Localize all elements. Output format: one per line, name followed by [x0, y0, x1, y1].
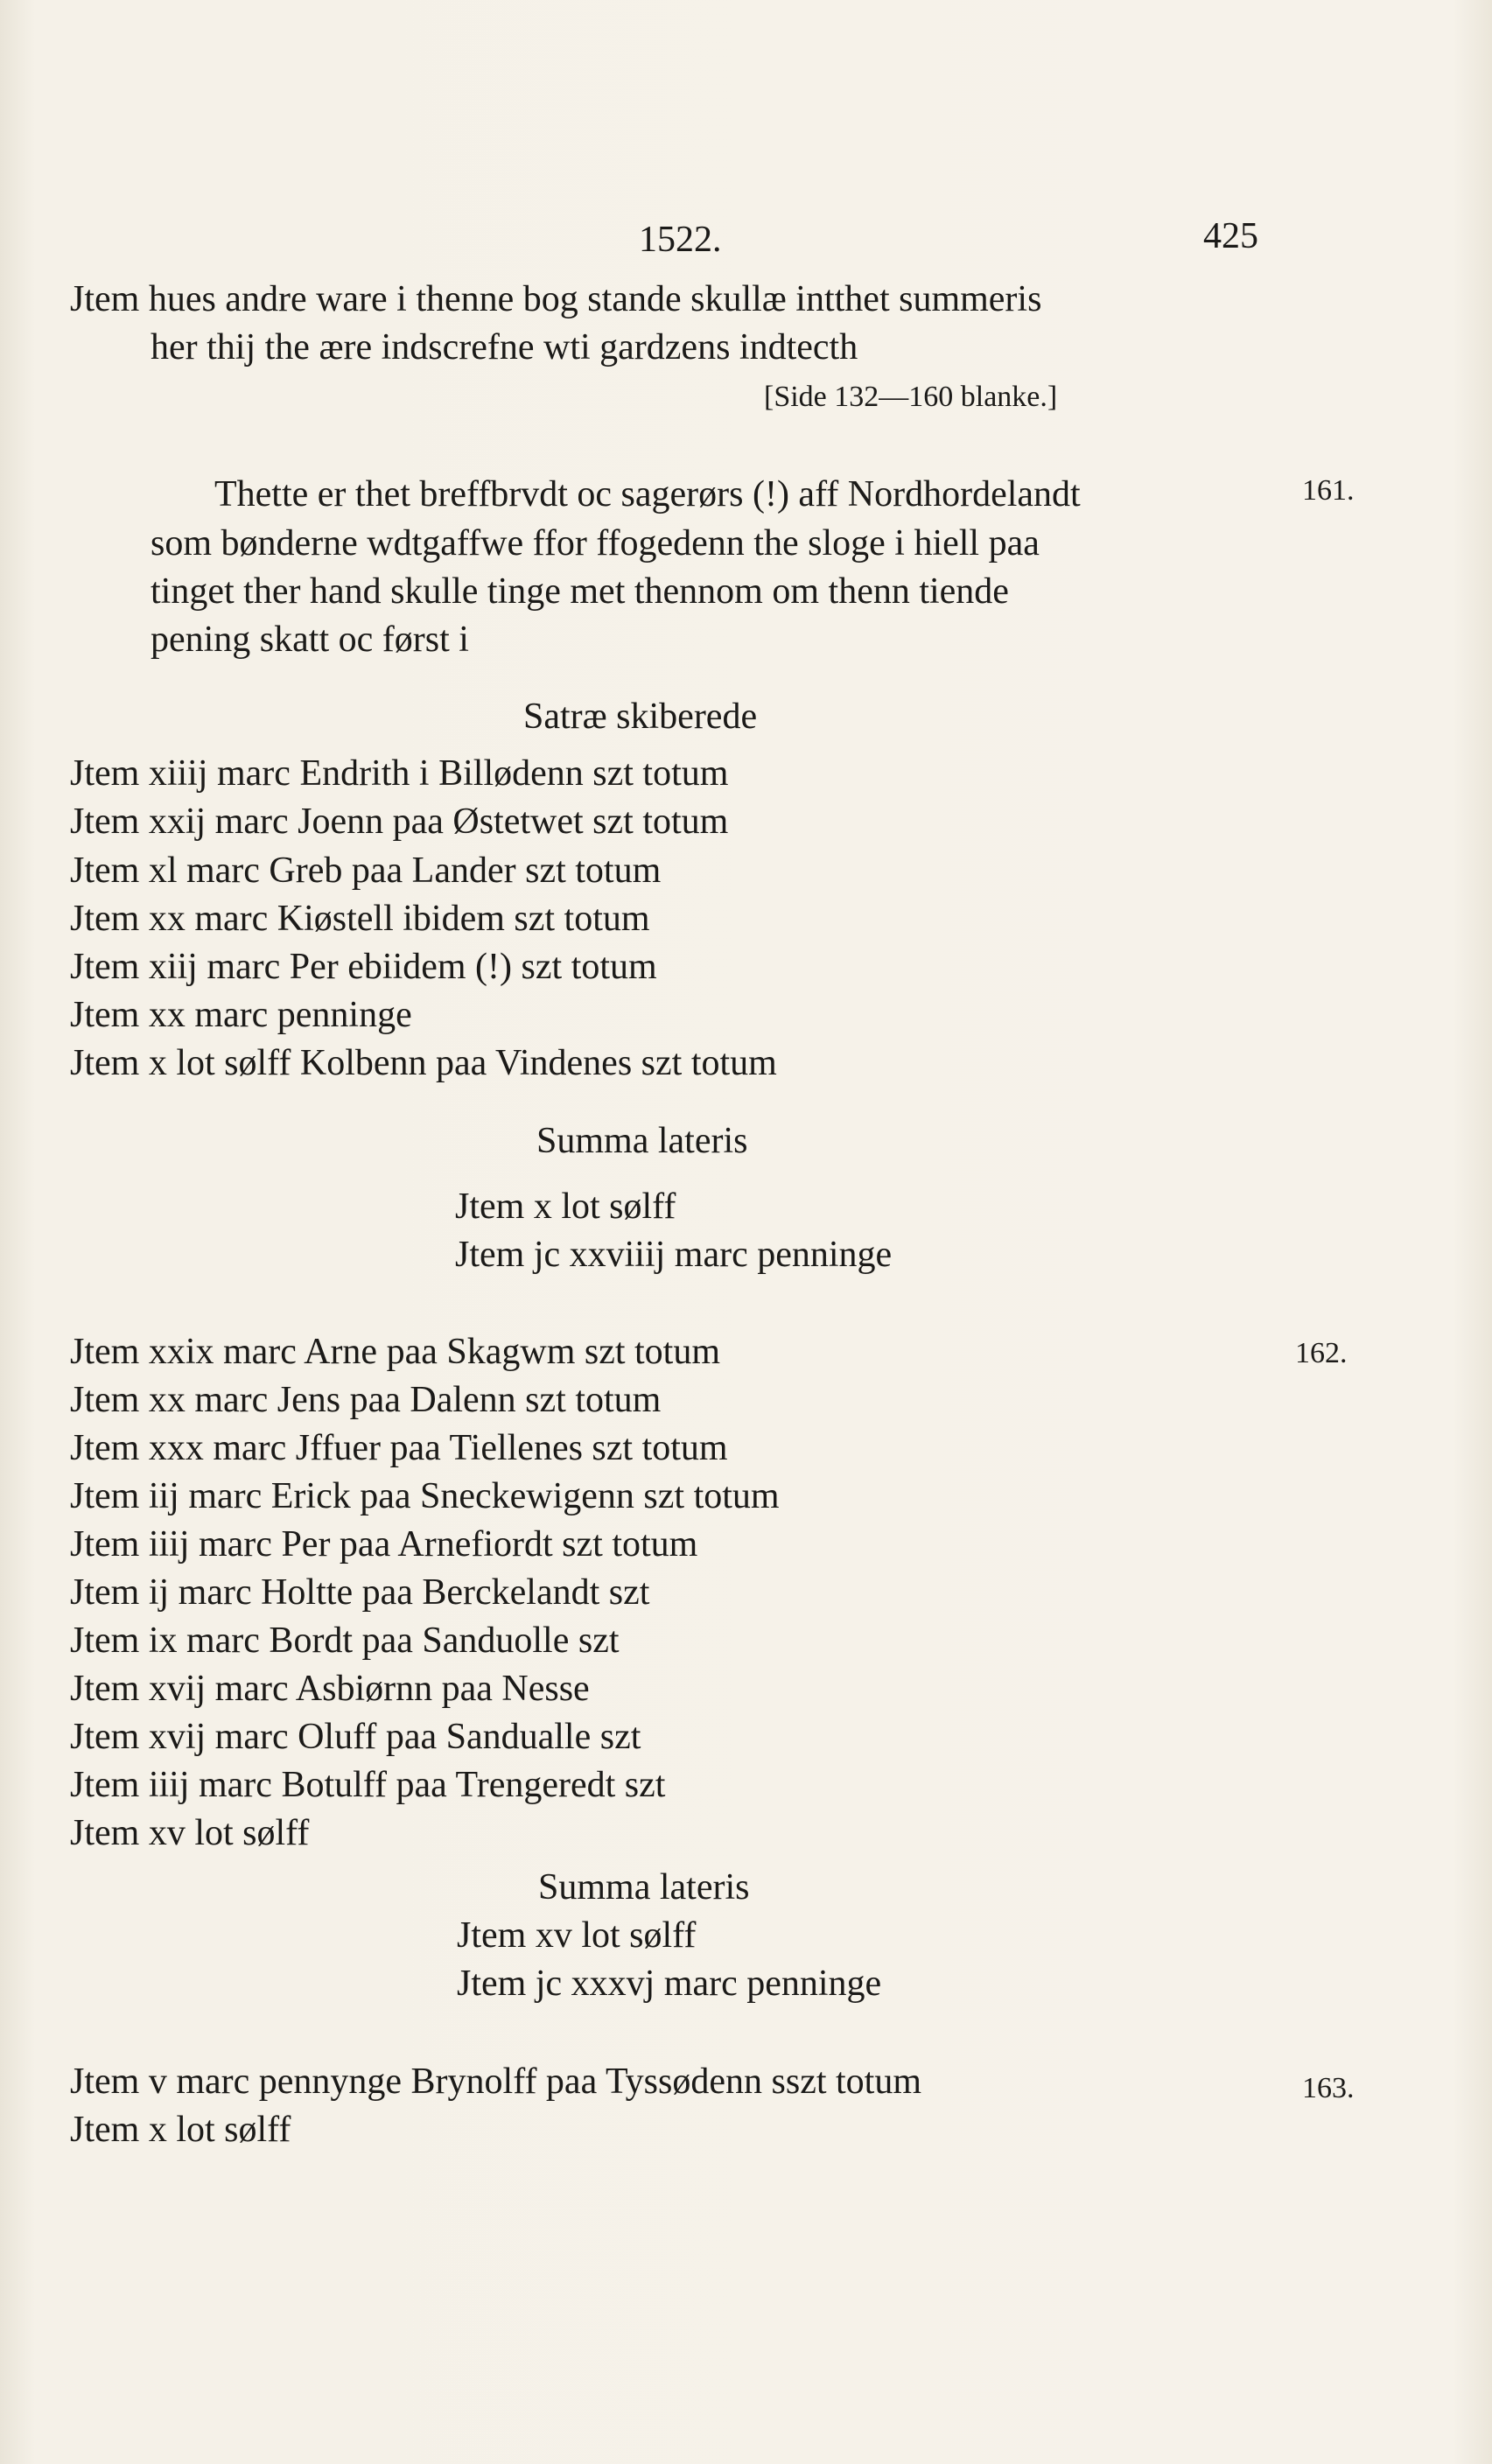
text-line: Jtem ij marc Holtte paa Berckelandt szt: [70, 1572, 650, 1613]
text-line: Jtem jc xxxvj marc penninge: [457, 1964, 882, 2004]
text-line: Thette er thet breffbrvdt oc sagerørs (!) aff Nordhordelandt: [214, 474, 1081, 514]
text-line: Jtem jc xxviiij marc penninge: [455, 1235, 893, 1275]
text-line: Jtem xiiij marc Endrith i Billødenn szt totum: [70, 753, 729, 794]
text-line: Jtem xx marc Kiøstell ibidem szt totum: [70, 899, 650, 939]
text-line: Jtem xl marc Greb paa Lander szt totum: [70, 850, 662, 891]
text-line: Jtem xxij marc Joenn paa Østetwet szt totum: [70, 802, 729, 842]
text-line: Jtem xv lot sølff: [70, 1813, 310, 1853]
text-line: Jtem iij marc Erick paa Sneckewigenn szt totum: [70, 1476, 780, 1516]
margin-number: 163.: [1302, 2072, 1355, 2104]
text-line: Jtem iiij marc Botulff paa Trengeredt szt: [70, 1765, 666, 1805]
text-line: Summa lateris: [538, 1867, 750, 1908]
text-line: Jtem x lot sølff: [70, 2110, 291, 2150]
text-line: som bønderne wdtgaffwe ffor ffogedenn the sloge i hiell paa: [151, 523, 1040, 564]
text-line: Jtem v marc pennynge Brynolff paa Tyssødenn sszt totum: [70, 2062, 922, 2102]
text-line: Jtem hues andre ware i thenne bog stande skullæ intthet summeris: [70, 279, 1042, 319]
header-year: 1522.: [639, 220, 722, 260]
text-line: Jtem xvij marc Oluff paa Sandualle szt: [70, 1717, 641, 1757]
margin-number: 162.: [1295, 1337, 1348, 1369]
text-line: Summa lateris: [536, 1121, 748, 1161]
page-number: 425: [1203, 216, 1258, 256]
text-line: Jtem x lot sølff: [455, 1186, 676, 1227]
text-line: Jtem xiij marc Per ebiidem (!) szt totum: [70, 947, 657, 987]
text-line: [Side 132—160 blanke.]: [764, 381, 1058, 413]
text-line: Jtem iiij marc Per paa Arnefiordt szt totum: [70, 1524, 698, 1564]
margin-number: 161.: [1302, 474, 1355, 507]
text-line: Jtem xvij marc Asbiørnn paa Nesse: [70, 1669, 590, 1709]
text-line: Jtem x lot sølff Kolbenn paa Vindenes szt totum: [70, 1043, 777, 1083]
text-line: her thij the ære indscrefne wti gardzens indtecth: [151, 327, 858, 368]
text-line: Jtem xx marc Jens paa Dalenn szt totum: [70, 1380, 662, 1420]
text-line: Jtem xv lot sølff: [457, 1915, 697, 1956]
text-line: pening skatt oc først i: [151, 620, 469, 660]
text-line: tinget ther hand skulle tinge met thennom om thenn tiende: [151, 571, 1009, 612]
text-line: Jtem xx marc penninge: [70, 995, 412, 1035]
text-line: Jtem xxx marc Jffuer paa Tiellenes szt totum: [70, 1428, 728, 1468]
text-line: Jtem ix marc Bordt paa Sanduolle szt: [70, 1620, 620, 1661]
text-line: Satræ skiberede: [523, 696, 758, 737]
text-line: Jtem xxix marc Arne paa Skagwm szt totum: [70, 1332, 721, 1372]
